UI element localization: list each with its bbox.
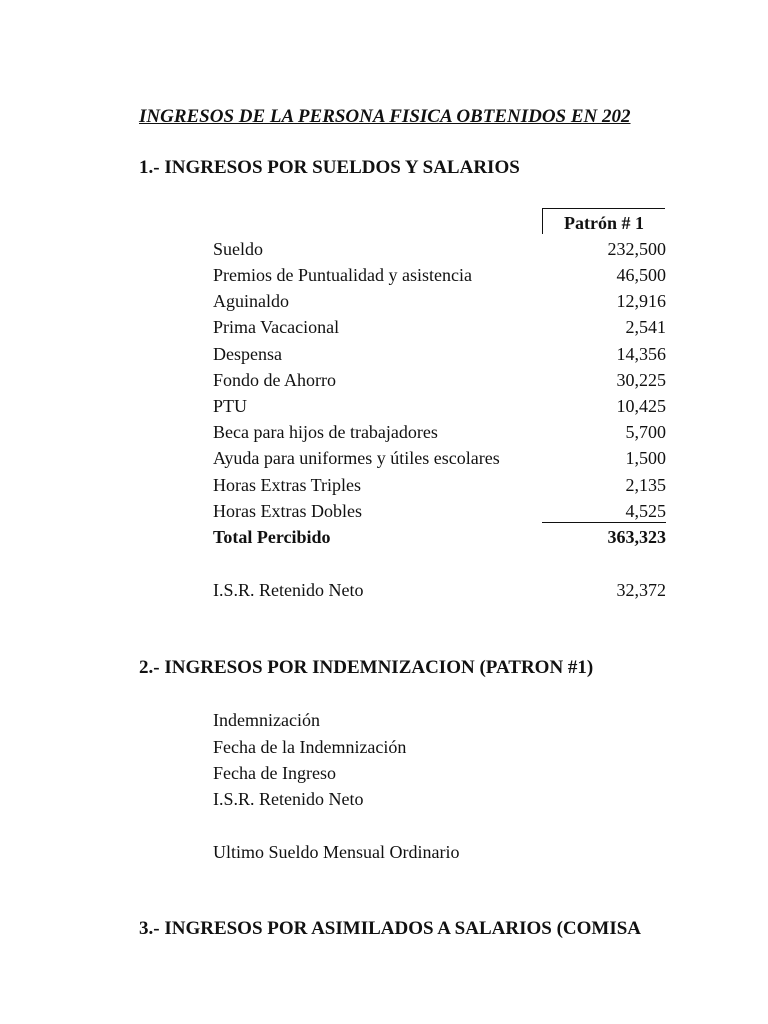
row-label: Prima Vacacional [213,317,340,337]
table-row [213,498,666,524]
row-value: 10,425 [616,396,666,416]
table-row [213,419,666,445]
list-item: Fecha de la Indemnización [213,737,407,757]
row-value: 14,356 [616,344,666,364]
row-value: 46,500 [616,265,666,285]
row-value: 2,541 [625,317,666,337]
row-value: 232,500 [607,239,666,259]
table-row [213,445,666,471]
total-row [213,524,666,550]
row-value: 5,700 [625,422,666,442]
total-divider [542,522,666,523]
row-label: Premios de Puntualidad y asistencia [213,265,472,285]
last-salary-label: Ultimo Sueldo Mensual Ordinario [213,842,460,862]
table-row [213,288,666,314]
table-row [213,367,666,393]
isr-label: I.S.R. Retenido Neto [213,580,364,600]
list-item: I.S.R. Retenido Neto [213,789,364,809]
isr-row [213,577,666,603]
row-value: 4,525 [625,501,666,521]
row-value: 2,135 [625,475,666,495]
list-item: Fecha de Ingreso [213,763,336,783]
section-2-heading: 2.- INGRESOS POR INDEMNIZACION (PATRON #1) [139,657,594,678]
table-row [213,341,666,367]
row-label: Horas Extras Triples [213,475,361,495]
table-row [213,314,666,340]
row-label: Fondo de Ahorro [213,370,336,390]
total-label: Total Percibido [213,527,331,547]
row-label: Beca para hijos de trabajadores [213,422,438,442]
document-title: INGRESOS DE LA PERSONA FISICA OBTENIDOS EN 202 [139,106,631,127]
column-header-patron: Patrón # 1 [542,208,665,234]
list-item: Indemnización [213,710,320,730]
section-1-heading: 1.- INGRESOS POR SUELDOS Y SALARIOS [139,157,520,178]
row-value: 12,916 [616,291,666,311]
total-value: 363,323 [607,527,666,547]
section-3-heading: 3.- INGRESOS POR ASIMILADOS A SALARIOS (COMISA [139,918,642,939]
table-row [213,393,666,419]
row-label: Aguinaldo [213,291,289,311]
isr-value: 32,372 [616,580,666,600]
row-value: 1,500 [625,448,666,468]
table-row [213,472,666,498]
row-label: Sueldo [213,239,264,259]
row-label: Despensa [213,344,282,364]
row-label: Horas Extras Dobles [213,501,362,521]
row-label: Ayuda para uniformes y útiles escolares [213,448,500,468]
table-row [213,236,666,262]
row-value: 30,225 [616,370,666,390]
table-row [213,262,666,288]
row-label: PTU [213,396,248,416]
